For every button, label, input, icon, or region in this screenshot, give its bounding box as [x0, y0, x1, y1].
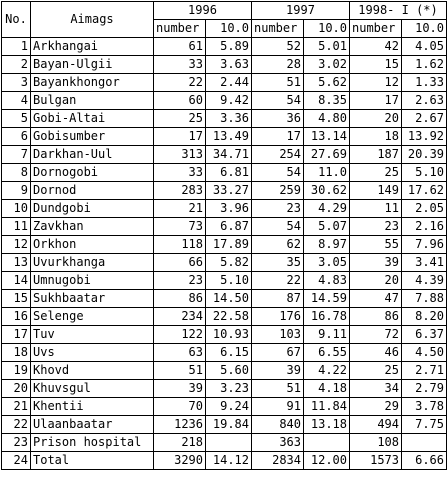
aimag-name-cell: Uvurkhanga	[31, 254, 154, 272]
number-1998-cell: 494	[350, 416, 402, 434]
rate-1997-cell: 16.78	[304, 308, 350, 326]
table-row	[2, 110, 447, 128]
row-number-cell: 1	[2, 38, 31, 56]
number-1997-cell: 23	[252, 200, 304, 218]
header-year-1996: 1996	[154, 2, 252, 20]
number-1998-cell: 18	[350, 128, 402, 146]
aimag-name-cell: Umnugobi	[31, 272, 154, 290]
number-1997-cell: 176	[252, 308, 304, 326]
number-1997-cell: 51	[252, 74, 304, 92]
row-number-cell: 8	[2, 164, 31, 182]
rate-1997-cell: 5.62	[304, 74, 350, 92]
rate-1997-cell: 9.11	[304, 326, 350, 344]
row-number-cell: 13	[2, 254, 31, 272]
rate-1998-cell	[402, 434, 447, 452]
number-1996-cell: 23	[154, 272, 206, 290]
number-1996-cell: 313	[154, 146, 206, 164]
table-row	[2, 74, 447, 92]
rate-1996-cell: 5.60	[206, 362, 252, 380]
number-1998-cell: 47	[350, 290, 402, 308]
number-1997-cell: 28	[252, 56, 304, 74]
rate-1997-cell: 4.29	[304, 200, 350, 218]
number-1996-cell: 63	[154, 344, 206, 362]
number-1996-cell: 61	[154, 38, 206, 56]
rate-1998-cell: 6.66	[402, 452, 447, 470]
rate-1998-cell: 2.63	[402, 92, 447, 110]
number-1998-cell: 29	[350, 398, 402, 416]
number-1996-cell: 33	[154, 56, 206, 74]
rate-1996-cell: 14.12	[206, 452, 252, 470]
table-row	[2, 272, 447, 290]
rate-1997-cell: 5.01	[304, 38, 350, 56]
rate-1998-cell: 8.20	[402, 308, 447, 326]
rate-1998-cell: 20.39	[402, 146, 447, 164]
rate-1998-cell: 1.62	[402, 56, 447, 74]
header-rate-1998: 10.0	[402, 20, 447, 38]
rate-1998-cell: 1.33	[402, 74, 447, 92]
number-1997-cell: 62	[252, 236, 304, 254]
rate-1997-cell: 13.18	[304, 416, 350, 434]
aimag-name-cell: Tuv	[31, 326, 154, 344]
number-1997-cell: 259	[252, 182, 304, 200]
aimag-name-cell: Total	[31, 452, 154, 470]
rate-1996-cell: 9.42	[206, 92, 252, 110]
rate-1998-cell: 2.05	[402, 200, 447, 218]
rate-1998-cell: 4.39	[402, 272, 447, 290]
aimag-name-cell: Prison hospital	[31, 434, 154, 452]
table-row	[2, 56, 447, 74]
rate-1997-cell	[304, 434, 350, 452]
number-1998-cell: 42	[350, 38, 402, 56]
aimag-name-cell: Dornod	[31, 182, 154, 200]
number-1997-cell: 17	[252, 128, 304, 146]
rate-1998-cell: 2.79	[402, 380, 447, 398]
number-1996-cell: 21	[154, 200, 206, 218]
number-1998-cell: 11	[350, 200, 402, 218]
rate-1997-cell: 5.07	[304, 218, 350, 236]
header-number-1997: number	[252, 20, 304, 38]
rate-1996-cell: 2.44	[206, 74, 252, 92]
rate-1996-cell: 6.87	[206, 218, 252, 236]
table-row	[2, 434, 447, 452]
number-1996-cell: 66	[154, 254, 206, 272]
rate-1998-cell: 7.75	[402, 416, 447, 434]
aimag-name-cell: Sukhbaatar	[31, 290, 154, 308]
rate-1996-cell: 33.27	[206, 182, 252, 200]
rate-1996-cell: 13.49	[206, 128, 252, 146]
rate-1996-cell: 5.89	[206, 38, 252, 56]
row-number-cell: 18	[2, 344, 31, 362]
row-number-cell: 16	[2, 308, 31, 326]
row-number-cell: 3	[2, 74, 31, 92]
rate-1996-cell: 3.96	[206, 200, 252, 218]
number-1996-cell: 122	[154, 326, 206, 344]
rate-1998-cell: 4.50	[402, 344, 447, 362]
number-1996-cell: 3290	[154, 452, 206, 470]
number-1998-cell: 25	[350, 362, 402, 380]
header-no: No.	[2, 2, 31, 38]
aimag-name-cell: Zavkhan	[31, 218, 154, 236]
rate-1997-cell: 4.83	[304, 272, 350, 290]
row-number-cell: 24	[2, 452, 31, 470]
rate-1998-cell: 4.05	[402, 38, 447, 56]
number-1997-cell: 840	[252, 416, 304, 434]
number-1998-cell: 187	[350, 146, 402, 164]
rate-1996-cell: 9.24	[206, 398, 252, 416]
aimag-name-cell: Arkhangai	[31, 38, 154, 56]
header-year-1997: 1997	[252, 2, 350, 20]
number-1996-cell: 51	[154, 362, 206, 380]
row-number-cell: 14	[2, 272, 31, 290]
rate-1998-cell: 3.78	[402, 398, 447, 416]
rate-1996-cell: 3.63	[206, 56, 252, 74]
aimags-statistics-table	[1, 1, 447, 470]
aimag-name-cell: Gobi-Altai	[31, 110, 154, 128]
rate-1998-cell: 6.37	[402, 326, 447, 344]
number-1998-cell: 39	[350, 254, 402, 272]
rate-1998-cell: 7.88	[402, 290, 447, 308]
rate-1998-cell: 5.10	[402, 164, 447, 182]
rate-1996-cell: 5.10	[206, 272, 252, 290]
row-number-cell: 5	[2, 110, 31, 128]
table-row	[2, 344, 447, 362]
row-number-cell: 19	[2, 362, 31, 380]
number-1998-cell: 20	[350, 272, 402, 290]
number-1996-cell: 218	[154, 434, 206, 452]
number-1997-cell: 51	[252, 380, 304, 398]
aimag-name-cell: Dornogobi	[31, 164, 154, 182]
rate-1997-cell: 8.97	[304, 236, 350, 254]
number-1997-cell: 54	[252, 218, 304, 236]
number-1998-cell: 15	[350, 56, 402, 74]
row-number-cell: 23	[2, 434, 31, 452]
rate-1997-cell: 14.59	[304, 290, 350, 308]
number-1997-cell: 67	[252, 344, 304, 362]
number-1998-cell: 34	[350, 380, 402, 398]
number-1997-cell: 2834	[252, 452, 304, 470]
aimag-name-cell: Bayan-Ulgii	[31, 56, 154, 74]
table-row	[2, 290, 447, 308]
aimag-name-cell: Gobisumber	[31, 128, 154, 146]
aimag-name-cell: Khentii	[31, 398, 154, 416]
number-1998-cell: 72	[350, 326, 402, 344]
table-row	[2, 200, 447, 218]
table-row	[2, 92, 447, 110]
number-1996-cell: 39	[154, 380, 206, 398]
number-1996-cell: 60	[154, 92, 206, 110]
number-1996-cell: 17	[154, 128, 206, 146]
number-1998-cell: 17	[350, 92, 402, 110]
number-1998-cell: 108	[350, 434, 402, 452]
row-number-cell: 9	[2, 182, 31, 200]
row-number-cell: 6	[2, 128, 31, 146]
rate-1998-cell: 2.67	[402, 110, 447, 128]
row-number-cell: 4	[2, 92, 31, 110]
number-1997-cell: 87	[252, 290, 304, 308]
table-row	[2, 326, 447, 344]
rate-1998-cell: 2.16	[402, 218, 447, 236]
number-1998-cell: 1573	[350, 452, 402, 470]
aimag-name-cell: Khuvsgul	[31, 380, 154, 398]
number-1996-cell: 25	[154, 110, 206, 128]
table-row	[2, 362, 447, 380]
number-1998-cell: 12	[350, 74, 402, 92]
number-1998-cell: 55	[350, 236, 402, 254]
rate-1996-cell: 17.89	[206, 236, 252, 254]
header-rate-1997: 10.0	[304, 20, 350, 38]
table-row	[2, 452, 447, 470]
row-number-cell: 12	[2, 236, 31, 254]
rate-1997-cell: 11.84	[304, 398, 350, 416]
table-row	[2, 236, 447, 254]
header-number-1998: number	[350, 20, 402, 38]
row-number-cell: 15	[2, 290, 31, 308]
number-1996-cell: 234	[154, 308, 206, 326]
rate-1996-cell: 5.82	[206, 254, 252, 272]
rate-1997-cell: 4.18	[304, 380, 350, 398]
number-1997-cell: 91	[252, 398, 304, 416]
row-number-cell: 21	[2, 398, 31, 416]
rate-1998-cell: 17.62	[402, 182, 447, 200]
rate-1997-cell: 11.0	[304, 164, 350, 182]
number-1998-cell: 86	[350, 308, 402, 326]
table-row	[2, 308, 447, 326]
number-1996-cell: 118	[154, 236, 206, 254]
rate-1996-cell: 34.71	[206, 146, 252, 164]
rate-1998-cell: 7.96	[402, 236, 447, 254]
rate-1998-cell: 3.41	[402, 254, 447, 272]
row-number-cell: 7	[2, 146, 31, 164]
number-1996-cell: 73	[154, 218, 206, 236]
rate-1997-cell: 3.02	[304, 56, 350, 74]
number-1997-cell: 54	[252, 92, 304, 110]
rate-1997-cell: 6.55	[304, 344, 350, 362]
number-1998-cell: 149	[350, 182, 402, 200]
number-1996-cell: 86	[154, 290, 206, 308]
rate-1997-cell: 4.22	[304, 362, 350, 380]
aimag-name-cell: Uvs	[31, 344, 154, 362]
rate-1997-cell: 13.14	[304, 128, 350, 146]
number-1997-cell: 36	[252, 110, 304, 128]
row-number-cell: 2	[2, 56, 31, 74]
number-1996-cell: 70	[154, 398, 206, 416]
number-1998-cell: 20	[350, 110, 402, 128]
rate-1996-cell: 6.15	[206, 344, 252, 362]
rate-1997-cell: 30.62	[304, 182, 350, 200]
table-row	[2, 146, 447, 164]
number-1996-cell: 22	[154, 74, 206, 92]
number-1998-cell: 23	[350, 218, 402, 236]
aimag-name-cell: Selenge	[31, 308, 154, 326]
number-1997-cell: 39	[252, 362, 304, 380]
aimag-name-cell: Khovd	[31, 362, 154, 380]
rate-1996-cell: 3.36	[206, 110, 252, 128]
table-row	[2, 254, 447, 272]
table-row	[2, 380, 447, 398]
rate-1998-cell: 13.92	[402, 128, 447, 146]
row-number-cell: 10	[2, 200, 31, 218]
rate-1998-cell: 2.71	[402, 362, 447, 380]
header-number-1996: number	[154, 20, 206, 38]
number-1996-cell: 283	[154, 182, 206, 200]
rate-1996-cell: 19.84	[206, 416, 252, 434]
aimag-name-cell: Ulaanbaatar	[31, 416, 154, 434]
number-1997-cell: 103	[252, 326, 304, 344]
rate-1997-cell: 12.00	[304, 452, 350, 470]
rate-1997-cell: 3.05	[304, 254, 350, 272]
rate-1997-cell: 27.69	[304, 146, 350, 164]
number-1998-cell: 46	[350, 344, 402, 362]
rate-1996-cell: 6.81	[206, 164, 252, 182]
aimag-name-cell: Bayankhongor	[31, 74, 154, 92]
number-1997-cell: 22	[252, 272, 304, 290]
aimag-name-cell: Dundgobi	[31, 200, 154, 218]
table-row	[2, 416, 447, 434]
table-row	[2, 218, 447, 236]
number-1996-cell: 1236	[154, 416, 206, 434]
row-number-cell: 11	[2, 218, 31, 236]
number-1997-cell: 52	[252, 38, 304, 56]
rate-1996-cell	[206, 434, 252, 452]
number-1996-cell: 33	[154, 164, 206, 182]
table-row	[2, 128, 447, 146]
number-1997-cell: 54	[252, 164, 304, 182]
rate-1996-cell: 22.58	[206, 308, 252, 326]
header-row-years	[2, 2, 447, 20]
header-aimags: Aimags	[31, 2, 154, 38]
aimag-name-cell: Orkhon	[31, 236, 154, 254]
rate-1997-cell: 4.80	[304, 110, 350, 128]
table-row	[2, 182, 447, 200]
header-year-1998: 1998- I (*)	[350, 2, 447, 20]
number-1997-cell: 35	[252, 254, 304, 272]
aimag-name-cell: Bulgan	[31, 92, 154, 110]
table-row	[2, 398, 447, 416]
row-number-cell: 22	[2, 416, 31, 434]
aimag-name-cell: Darkhan-Uul	[31, 146, 154, 164]
rate-1996-cell: 14.50	[206, 290, 252, 308]
table-row	[2, 164, 447, 182]
table-row	[2, 38, 447, 56]
rate-1996-cell: 3.23	[206, 380, 252, 398]
rate-1997-cell: 8.35	[304, 92, 350, 110]
number-1997-cell: 363	[252, 434, 304, 452]
row-number-cell: 20	[2, 380, 31, 398]
number-1997-cell: 254	[252, 146, 304, 164]
row-number-cell: 17	[2, 326, 31, 344]
number-1998-cell: 25	[350, 164, 402, 182]
rate-1996-cell: 10.93	[206, 326, 252, 344]
header-rate-1996: 10.0	[206, 20, 252, 38]
